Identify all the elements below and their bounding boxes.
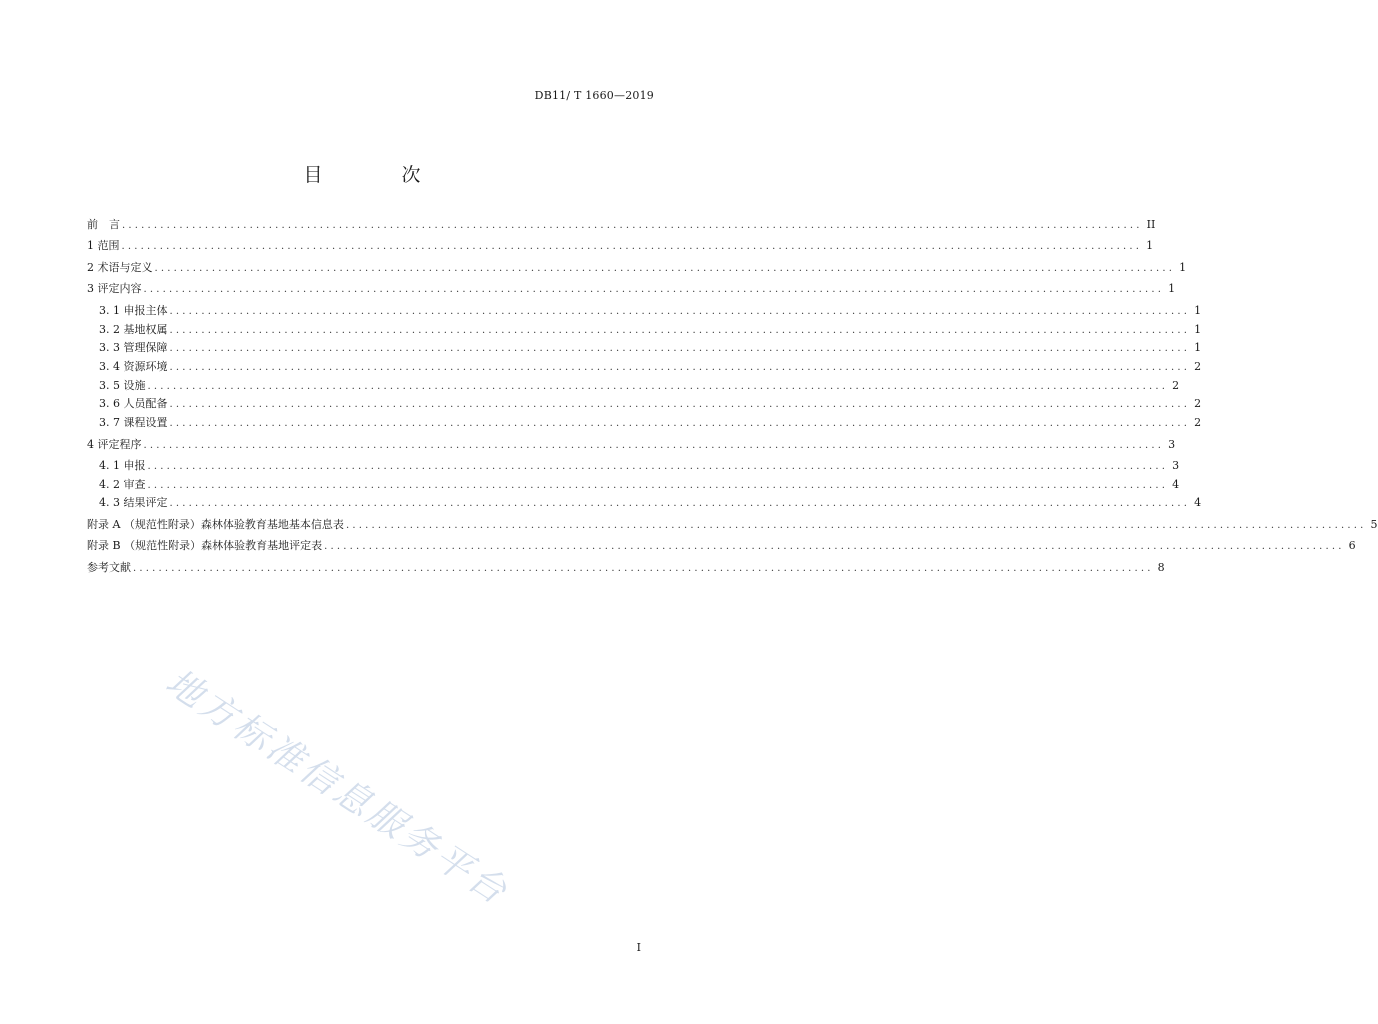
toc-entry[interactable] (87, 516, 1378, 535)
toc-leader-dots: ................................................................................................................................................................ (169, 324, 1191, 336)
toc-leader-dots: ................................................................................................................................................................ (154, 262, 1176, 274)
toc-leader-dots: ................................................................................................................................................................ (147, 461, 1169, 473)
toc-entry[interactable] (87, 377, 1180, 396)
toc-entry-label: 4. 3 结果评定 (99, 496, 168, 510)
toc-leader-dots: ................................................................................................................................................................ (143, 439, 1165, 451)
toc-leader-dots: ................................................................................................................................................................ (169, 498, 1191, 510)
toc-entry-page: 4 (1172, 477, 1180, 491)
toc-entry-label: 3 评定内容 (87, 282, 142, 296)
toc-entry-label: 参考文献 (87, 560, 131, 574)
toc-entry[interactable] (87, 414, 1202, 433)
toc-entry-label: 4. 1 申报 (99, 459, 146, 473)
toc-entry[interactable] (87, 280, 1176, 299)
toc-leader-dots: ................................................................................................................................................................ (169, 362, 1191, 373)
toc-entry-label: 3. 1 申报主体 (99, 303, 168, 317)
toc-entry[interactable] (87, 494, 1202, 513)
toc-leader-dots: ................................................................................................................................................................ (147, 380, 1169, 392)
toc-entry-page: 3 (1168, 437, 1176, 451)
toc-entry[interactable] (87, 358, 1202, 377)
toc-entry-label: 3. 4 资源环境 (99, 360, 168, 373)
toc-entry[interactable] (87, 537, 1356, 556)
watermark: 地方标准信息服务平台 (158, 661, 517, 914)
toc-leader-dots: ................................................................................................................................................................ (169, 399, 1191, 411)
toc-entry-page: 6 (1348, 539, 1356, 553)
toc-title: 目 次 (303, 164, 451, 186)
toc-leader-dots: ................................................................................................................................................................ (345, 519, 1367, 531)
toc-leader-dots: ................................................................................................................................................................ (143, 284, 1165, 296)
toc-leader-dots: ................................................................................................................................................................ (121, 241, 1143, 253)
toc-entry[interactable] (87, 237, 1154, 256)
toc-entry[interactable] (87, 302, 1202, 321)
toc-entry-label: 3. 2 基地权属 (99, 322, 168, 336)
toc-entry-label: 3. 7 课程设置 (99, 416, 168, 430)
toc-entry-label: 附录 A （规范性附录）森林体验教育基地基本信息表 (87, 517, 344, 531)
toc-entry[interactable] (87, 259, 1187, 278)
toc-entry-page: 2 (1194, 360, 1202, 373)
toc-entry-page: 1 (1194, 341, 1202, 355)
toc-entry-page: 2 (1172, 378, 1180, 392)
toc-entry[interactable] (87, 339, 1202, 358)
toc-entry[interactable] (87, 457, 1180, 476)
toc-entry[interactable] (87, 559, 1165, 578)
toc-entry-page: II (1146, 218, 1156, 231)
toc-entry[interactable] (87, 216, 1156, 235)
toc-entry-page: 1 (1179, 260, 1187, 274)
toc-entry-page: 1 (1146, 239, 1154, 253)
toc-leader-dots: ................................................................................................................................................................ (169, 418, 1191, 430)
toc-entry-page: 4 (1194, 496, 1202, 510)
toc-entry-page: 2 (1194, 397, 1202, 411)
standard-code: DB11/ T 1660—2019 (534, 89, 654, 102)
toc-entry-label: 1 范围 (87, 239, 120, 253)
toc-entry-label: 3. 3 管理保障 (99, 341, 168, 355)
toc-entry-page: 1 (1168, 282, 1176, 296)
toc-entry[interactable] (87, 321, 1202, 340)
toc-leader-dots: ................................................................................................................................................................ (169, 305, 1191, 317)
toc-entry-label: 3. 6 人员配备 (99, 397, 168, 411)
toc-entry-page: 1 (1194, 322, 1202, 336)
toc-entry-label: 4. 2 审查 (99, 477, 146, 491)
toc-entry-label: 4 评定程序 (87, 437, 142, 451)
toc-leader-dots: ................................................................................................................................................................ (147, 479, 1169, 491)
toc-entry[interactable] (87, 395, 1202, 414)
page-number: I (636, 941, 641, 954)
toc-entry-page: 5 (1370, 517, 1378, 531)
toc-leader-dots: ................................................................................................................................................................ (133, 562, 1154, 574)
toc-entry-page: 2 (1194, 416, 1202, 430)
toc-entry-page: 8 (1157, 560, 1165, 574)
toc-entry-page: 1 (1194, 303, 1202, 317)
toc-leader-dots: ................................................................................................................................................................ (324, 541, 1345, 553)
toc-entry-page: 3 (1172, 459, 1180, 473)
toc-leader-dots: ................................................................................................................................................................ (122, 220, 1143, 231)
toc-entry[interactable] (87, 436, 1176, 455)
toc-entry-label: 3. 5 设施 (99, 378, 146, 392)
toc-list (87, 216, 1378, 578)
toc-entry-label: 附录 B （规范性附录）森林体验教育基地评定表 (87, 539, 323, 553)
toc-entry-label: 2 术语与定义 (87, 260, 153, 274)
toc-entry[interactable] (87, 476, 1180, 495)
toc-leader-dots: ................................................................................................................................................................ (169, 343, 1191, 355)
toc-entry-label: 前 言 (87, 218, 120, 231)
